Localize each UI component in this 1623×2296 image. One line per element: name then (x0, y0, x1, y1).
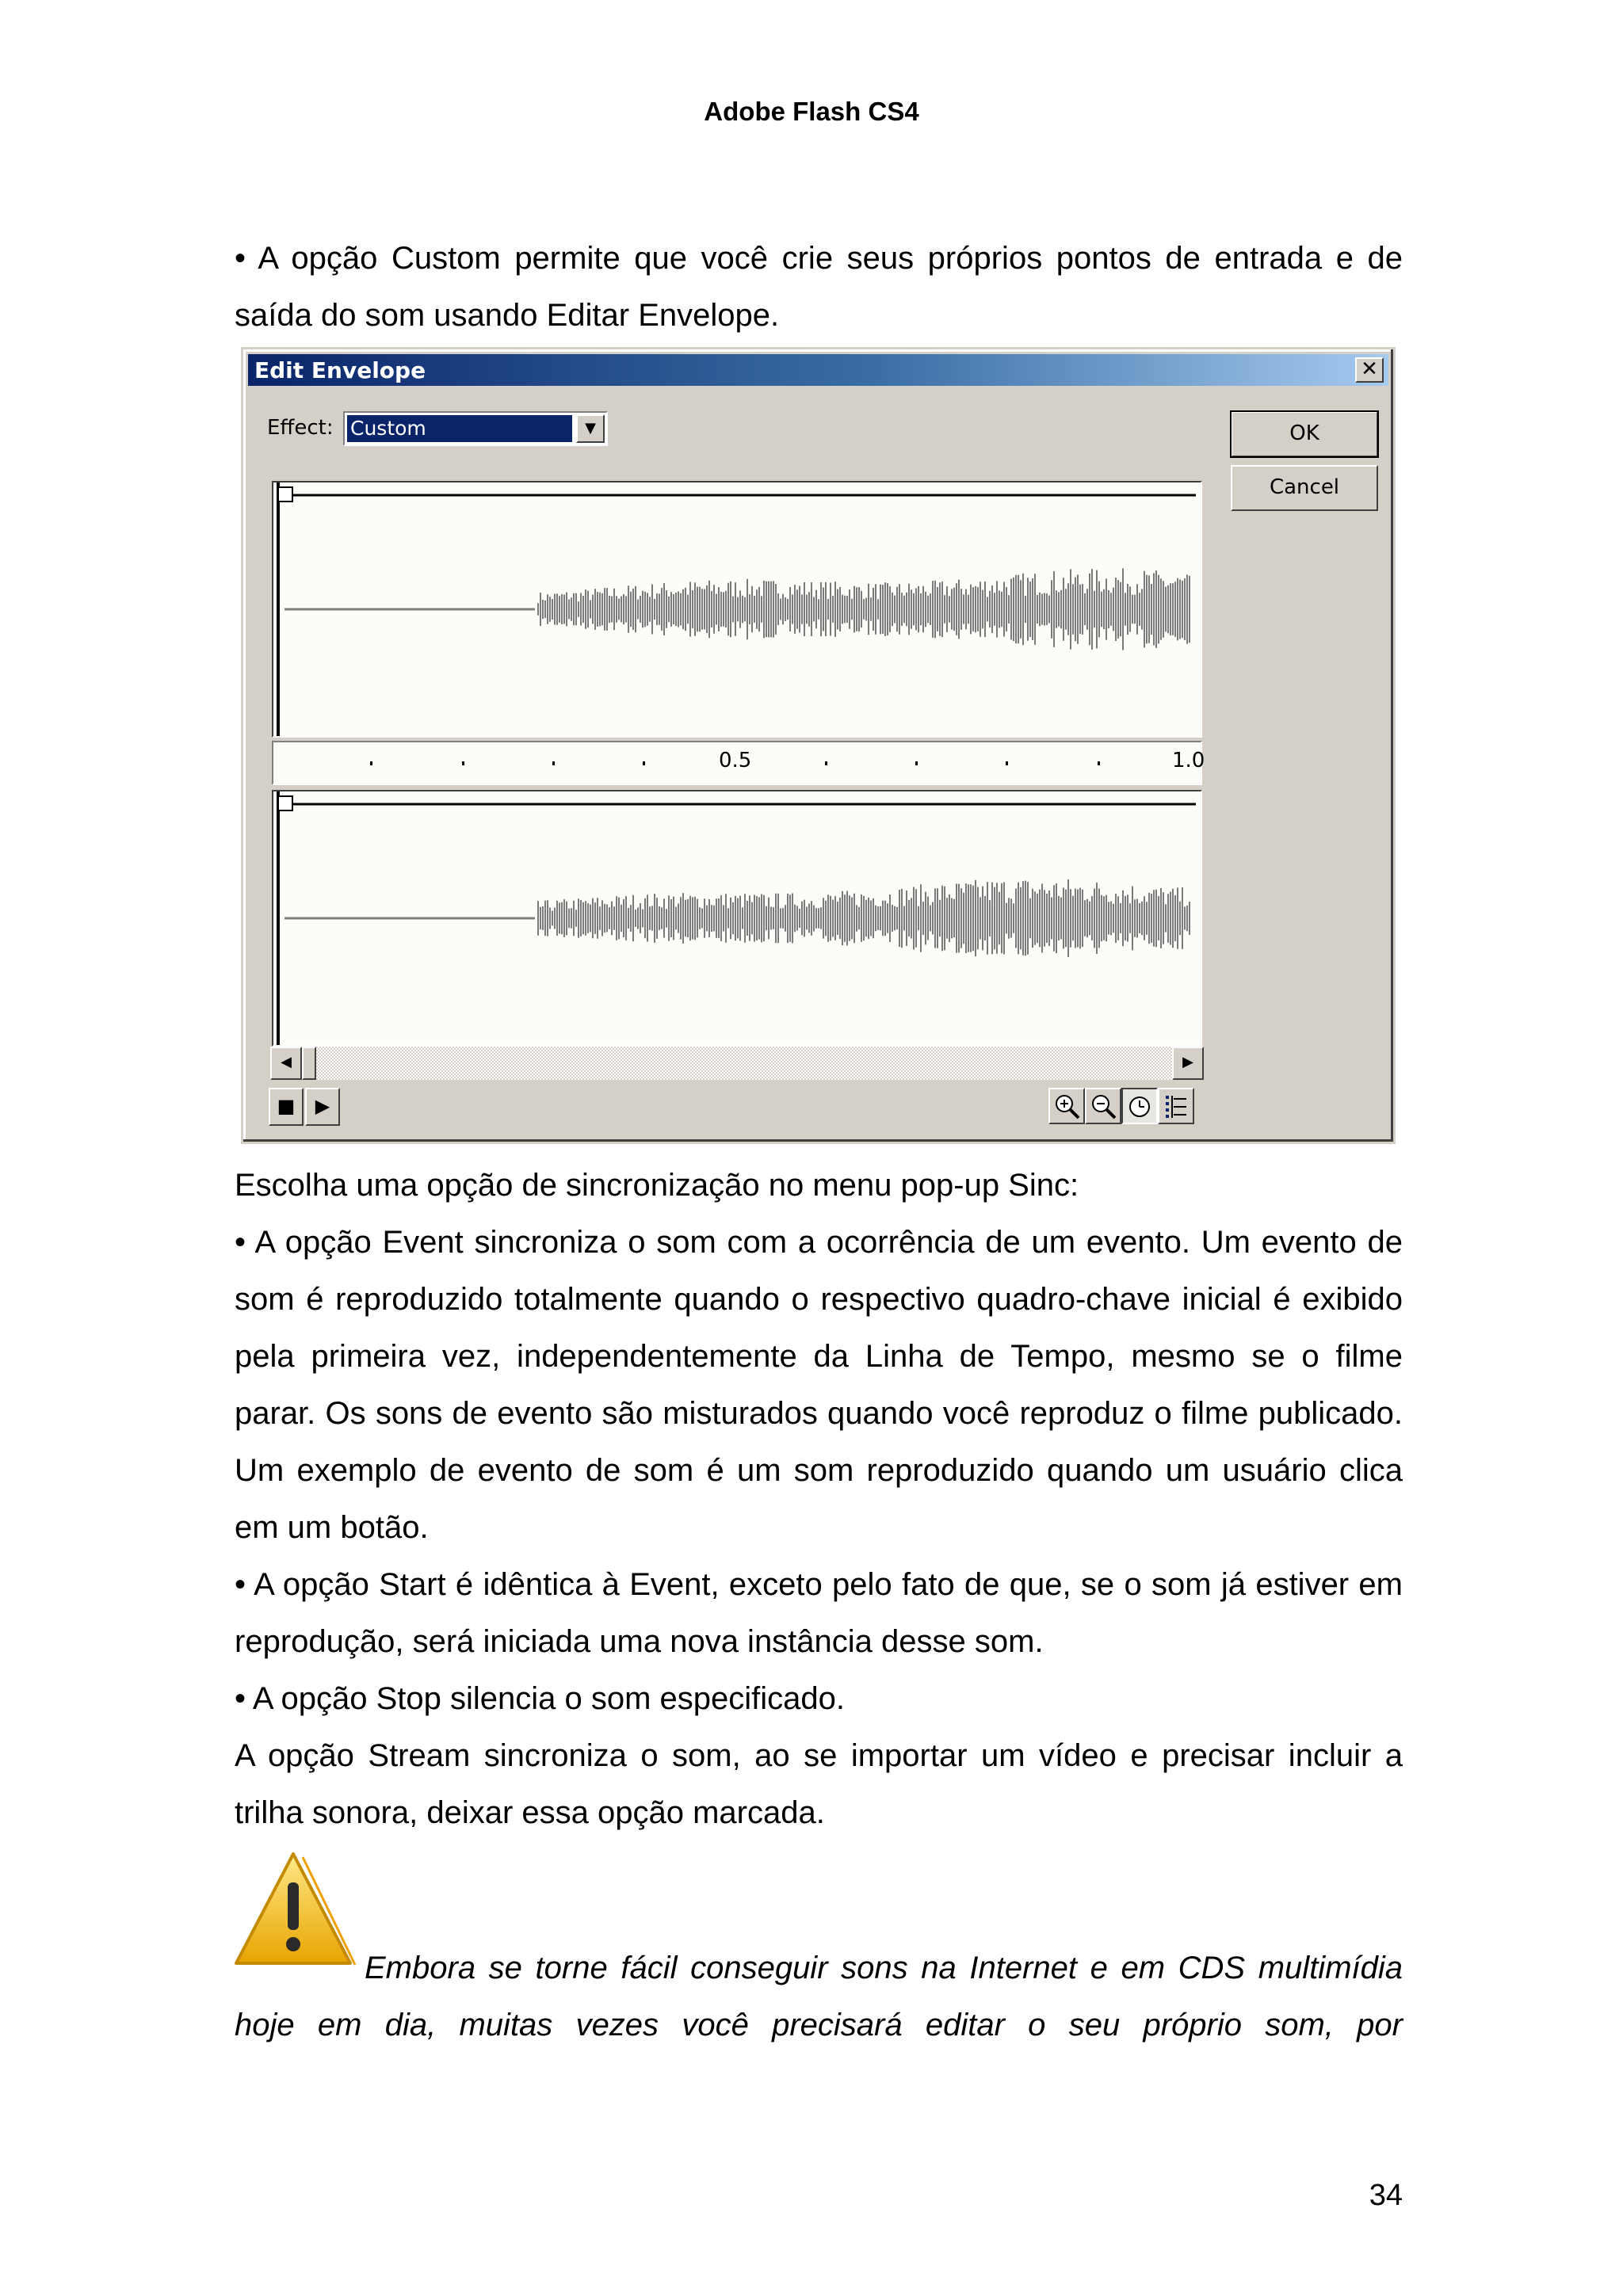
frames-icon (1163, 1093, 1191, 1121)
envelope-handle[interactable] (278, 487, 292, 502)
effect-label: Effect: (267, 416, 334, 440)
edit-envelope-dialog (241, 347, 1396, 1144)
waveform-path (538, 568, 1190, 650)
ruler-tick (370, 761, 372, 765)
waveform-right-channel[interactable] (272, 790, 1202, 1047)
ruler-tick (1098, 761, 1100, 765)
ruler-label-end: 1.0 (1172, 749, 1205, 772)
paragraph-custom: • A opção Custom permite que você crie seus próprios pontos de entrada e de saída do som usando Editar Envelope. (235, 241, 1403, 333)
dropdown-arrow-icon[interactable]: ▼ (576, 414, 605, 443)
ruler-tick (825, 761, 827, 765)
play-button[interactable] (305, 1088, 340, 1126)
zoom-out-icon (1090, 1093, 1118, 1121)
page-number: 34 (1369, 2179, 1403, 2212)
effect-select[interactable] (343, 411, 608, 446)
time-ruler[interactable] (272, 741, 1205, 785)
ruler-tick (915, 761, 918, 765)
waveform-left-channel[interactable] (272, 481, 1202, 738)
ruler-tick (1006, 761, 1008, 765)
stop-icon: ■ (277, 1095, 296, 1117)
paragraph-event: • A opção Event sincroniza o som com a ocorrência de um evento. Um evento de som é reproduzido totalmente quando o respectivo quadro-chave inicial é exibido pela primeira vez, independentemente da Linha de Tempo, mesmo se o filme parar. Os sons de evento são misturados quando você reproduz o filme publicado. Um exemplo de evento de som é um som reproduzido quando um usuário clica em um botão. (235, 1225, 1403, 1545)
waveform-right-svg (273, 791, 1201, 1045)
ok-button[interactable]: OK (1231, 411, 1378, 457)
ruler-tick (552, 761, 555, 765)
paragraph-start: • A opção Start é idêntica à Event, exceto pelo fato de que, se o som já estiver em reprodução, será iniciada uma nova instância desse som. (235, 1567, 1403, 1659)
dialog-titlebar[interactable] (248, 354, 1388, 386)
close-button[interactable] (1355, 357, 1384, 383)
ruler-tick (462, 761, 464, 765)
paragraph-tip-line1 (235, 1939, 1403, 2054)
frames-button[interactable] (1158, 1088, 1194, 1124)
scroll-left-icon[interactable]: ◀ (270, 1047, 302, 1080)
ruler-label-mid: 0.5 (719, 749, 752, 772)
page-header: Adobe Flash CS4 (704, 97, 919, 126)
zoom-in-icon (1053, 1093, 1082, 1121)
cancel-button[interactable]: Cancel (1231, 465, 1378, 511)
ruler-tick (643, 761, 645, 765)
paragraph-stream: A opção Stream sincroniza o som, ao se importar um vídeo e precisar incluir a trilha sonora, deixar essa opção marcada. (235, 1738, 1403, 1830)
dialog-title: Edit Envelope (254, 357, 426, 383)
paragraph-stop: • A opção Stop silencia o som especificado. (235, 1681, 846, 1716)
zoom-in-button[interactable] (1048, 1088, 1085, 1124)
seconds-button[interactable] (1121, 1088, 1158, 1124)
waveform-path (538, 879, 1190, 957)
seconds-icon (1126, 1093, 1155, 1121)
play-icon: ▶ (315, 1095, 330, 1117)
stop-button[interactable] (269, 1088, 304, 1126)
tip-text: Embora se torne fácil conseguir sons na Internet e em CDS multimídia hoje em dia, muitas vezes você precisará editar o seu próprio som, por (235, 1951, 1403, 2042)
zoom-out-button[interactable] (1085, 1088, 1121, 1124)
scroll-right-icon[interactable]: ▶ (1172, 1047, 1204, 1080)
envelope-handle[interactable] (278, 796, 292, 810)
horizontal-scrollbar[interactable] (270, 1047, 1204, 1080)
close-icon: ✕ (1361, 357, 1378, 381)
scroll-thumb[interactable] (302, 1047, 316, 1080)
effect-selected-value: Custom (347, 415, 572, 442)
waveform-left-svg (273, 482, 1201, 736)
paragraph-sync-intro: Escolha uma opção de sincronização no menu pop-up Sinc: (235, 1168, 1079, 1203)
